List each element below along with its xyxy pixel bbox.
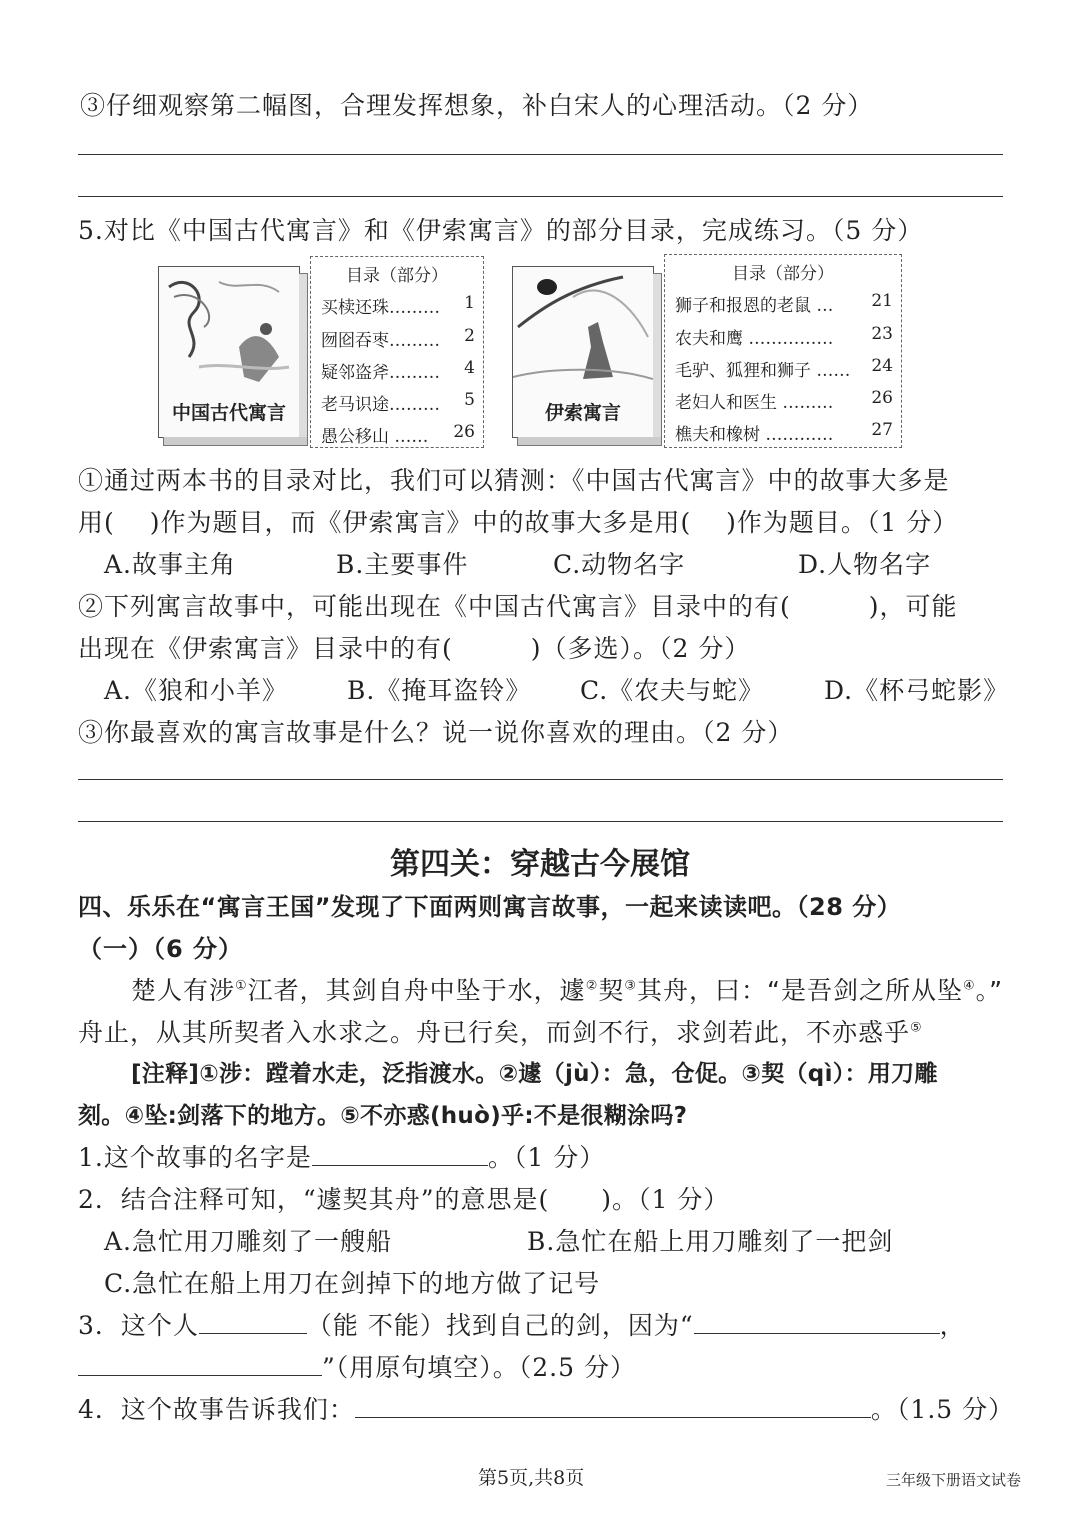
answer-line[interactable] — [78, 821, 1003, 822]
answer-blank[interactable] — [694, 1311, 940, 1334]
part-4-title: 四、乐乐在“寓言王国”发现了下面两则寓言故事，一起来读读吧。（28 分） — [78, 893, 902, 921]
answer-blank[interactable] — [199, 1311, 307, 1334]
answer-line[interactable] — [78, 154, 1003, 155]
book-cover-chinese-fables — [158, 266, 300, 438]
toc-1-head: 目录（部分） — [346, 266, 448, 286]
footer-label: 三年级下册语文试卷 — [886, 1471, 1022, 1489]
toc-2-head: 目录（部分） — [732, 264, 834, 284]
book-2-title: 伊索寓言 — [544, 402, 621, 424]
book-cover-aesop-fables — [512, 266, 654, 438]
option-c[interactable]: C.急忙在船上用刀在剑掉下的地方做了记号 — [104, 1269, 601, 1298]
fox-crow-illustration-icon — [513, 267, 653, 397]
question-1: 1.这个故事的名字是 。（1 分） — [78, 1143, 606, 1172]
option-c[interactable]: C.动物名字 — [553, 550, 686, 579]
notes-line-1: [注释]①涉：蹚着水走，泛指渡水。②遽（jù）：急，仓促。③契（qì）：用刀雕 — [131, 1061, 938, 1087]
option-d[interactable]: D.《杯弓蛇影》 — [824, 676, 1010, 705]
question-3-prompt: ③仔细观察第二幅图，合理发挥想象，补白宋人的心理活动。（2 分） — [80, 91, 874, 120]
toc-1-row: 囫囵吞枣……… 2 — [321, 326, 475, 351]
answer-line[interactable] — [78, 779, 1003, 780]
book-1-title: 中国古代寓言 — [171, 402, 286, 424]
answer-line[interactable] — [78, 196, 1003, 197]
toc-chinese-fables — [310, 256, 484, 448]
toc-2-row: 老妇人和医生 ……… 26 — [675, 388, 893, 413]
page-number: 第5页,共8页 — [478, 1467, 585, 1489]
toc-aesop-fables — [664, 254, 902, 448]
toc-1-row: 疑邻盗斧……… 4 — [321, 358, 475, 383]
option-d[interactable]: D.人物名字 — [798, 550, 932, 579]
question-5-2-line-1: ②下列寓言故事中，可能出现在《中国古代寓言》目录中的有( )，可能 — [78, 592, 958, 621]
toc-2-row: 毛驴、狐狸和狮子 …… 24 — [675, 356, 893, 381]
question-5-title: 5.对比《中国古代寓言》和《伊索寓言》的部分目录，完成练习。（5 分） — [78, 216, 924, 245]
question-3-line-1: 3．这个人 （能 不能）找到自己的剑，因为“ ， — [78, 1311, 966, 1340]
option-b[interactable]: B.主要事件 — [336, 550, 469, 579]
toc-1-row: 买椟还珠……… 1 — [321, 293, 475, 318]
toc-2-row: 狮子和报恩的老鼠 … 21 — [675, 291, 893, 316]
answer-blank[interactable] — [355, 1395, 871, 1418]
passage-line-2: 舟止，从其所契者入水求之。舟已行矣，而剑不行，求剑若此，不亦惑乎⑤ — [78, 1018, 923, 1047]
option-a[interactable]: A.急忙用刀雕刻了一艘船 — [104, 1227, 393, 1256]
answer-blank[interactable] — [312, 1143, 488, 1166]
option-a[interactable]: A.《狼和小羊》 — [104, 676, 289, 705]
toc-2-row: 樵夫和橡树 ………… 27 — [675, 420, 893, 445]
option-b[interactable]: B.急忙在船上用刀雕刻了一把剑 — [527, 1227, 894, 1256]
question-5-2-line-2: 出现在《伊索寓言》目录中的有( )（多选）。（2 分） — [78, 634, 751, 663]
toc-1-row: 愚公移山 …… 26 — [321, 422, 475, 447]
question-5-1-line-2: 用( )作为题目，而《伊索寓言》中的故事大多是用( )作为题目。（1 分） — [78, 508, 959, 537]
question-2: 2．结合注释可知，“遽契其舟”的意思是( )。（1 分） — [78, 1185, 730, 1214]
passage-line-1: 楚人有涉①江者，其剑自舟中坠于水，遽②契③其舟，曰：“是吾剑之所从坠④。” — [131, 976, 1004, 1005]
option-b[interactable]: B.《掩耳盗铃》 — [347, 676, 532, 705]
question-4: 4．这个故事告诉我们： 。（1.5 分） — [78, 1395, 1015, 1424]
answer-blank[interactable] — [78, 1353, 322, 1376]
dragon-illustration-icon — [159, 267, 299, 397]
question-5-1-line-1: ①通过两本书的目录对比，我们可以猜测：《中国古代寓言》中的故事大多是 — [78, 466, 950, 495]
toc-1-row: 老马识途……… 5 — [321, 390, 475, 415]
sub-section-1-title: （一）（6 分） — [78, 935, 244, 963]
option-a[interactable]: A.故事主角 — [104, 550, 237, 579]
question-3-line-2: ”（用原句填空）。（2.5 分） — [78, 1348, 636, 1384]
notes-line-2: 刻。④坠:剑落下的地方。⑤不亦惑(huò)乎:不是很糊涂吗? — [78, 1103, 688, 1129]
section-title: 第四关：穿越古今展馆 — [390, 847, 690, 882]
option-c[interactable]: C.《农夫与蛇》 — [580, 676, 765, 705]
question-5-3: ③你最喜欢的寓言故事是什么？说一说你喜欢的理由。（2 分） — [78, 718, 794, 747]
toc-2-row: 农夫和鹰 …………… 23 — [675, 324, 893, 349]
